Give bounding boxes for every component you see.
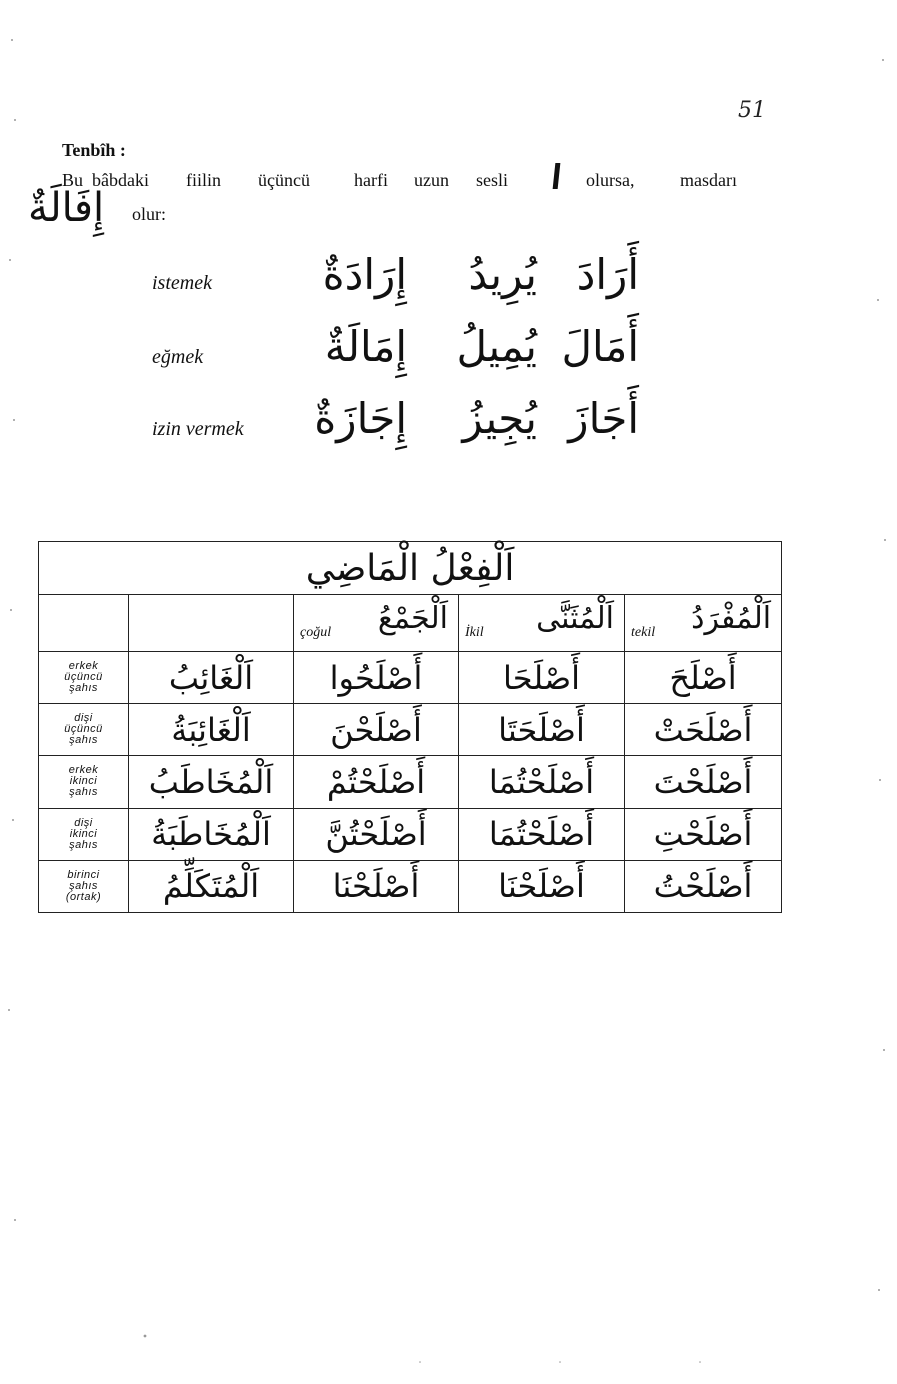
plural-cell: أَصْلَحْتُنَّ <box>294 808 459 860</box>
word: olursa, <box>586 170 635 190</box>
page-number: 51 <box>738 98 766 123</box>
person-label <box>39 808 129 860</box>
past-tense-conjugation-table <box>38 541 782 913</box>
word: bâbdaki <box>92 170 149 190</box>
header-dual-ar: اَلْمُثَنَّى <box>536 601 614 636</box>
long-alif-glyph <box>553 163 561 189</box>
person-word: şahıs <box>69 734 98 747</box>
person-word: şahıs <box>69 838 98 851</box>
singular-cell: أَصْلَحْتُ <box>625 860 782 912</box>
dual-cell: أَصْلَحْتُمَا <box>459 808 625 860</box>
header-singular-ar: اَلْمُفْرَدُ <box>691 601 772 636</box>
person-word: birinci <box>67 868 100 881</box>
example-meaning: eğmek <box>152 346 204 368</box>
table-row <box>39 652 782 704</box>
person-label <box>39 756 129 808</box>
table-row <box>39 704 782 756</box>
person-word: erkek <box>68 764 99 777</box>
note-heading: Tenbîh : <box>62 140 126 160</box>
example-present: يُمِيلُ <box>456 322 537 371</box>
person-word: üçüncü <box>64 723 103 736</box>
singular-cell: أَصْلَحْتِ <box>625 808 782 860</box>
pronoun-cell: اَلْمُخَاطَبُ <box>129 756 294 808</box>
masdar-pattern: إِفَالَةٌ <box>28 185 105 231</box>
person-label <box>39 704 129 756</box>
header-plural-tr: çoğul <box>300 625 332 640</box>
word: fiilin <box>186 170 221 190</box>
singular-cell: أَصْلَحَ <box>625 652 782 704</box>
table-row <box>39 756 782 808</box>
word: masdarı <box>680 170 737 190</box>
example-meaning: istemek <box>152 272 212 294</box>
person-word: ikinci <box>69 775 98 788</box>
pronoun-cell: اَلْمُتَكَلِّمُ <box>129 860 294 912</box>
person-word: şahıs <box>69 682 98 695</box>
person-label <box>39 860 129 912</box>
dual-cell: أَصْلَحْتُمَا <box>459 756 625 808</box>
pronoun-cell: اَلْمُخَاطَبَةُ <box>129 808 294 860</box>
example-present: يُرِيدُ <box>468 250 537 299</box>
person-word: şahıs <box>69 879 98 892</box>
person-word: üçüncü <box>64 671 103 684</box>
example-masdar: إِمَالَةٌ <box>324 322 407 371</box>
dual-cell: أَصْلَحَا <box>459 652 625 704</box>
plural-cell: أَصْلَحْتُمْ <box>294 756 459 808</box>
example-meaning: izin vermek <box>152 418 244 440</box>
singular-cell: أَصْلَحَتْ <box>625 704 782 756</box>
header-empty <box>129 595 294 652</box>
header-plural-ar: اَلْجَمْعُ <box>377 601 448 636</box>
example-present: يُجِيزُ <box>462 394 537 443</box>
table-row <box>39 808 782 860</box>
example-masdar: إِجَازَةٌ <box>314 394 407 443</box>
dual-cell: أَصْلَحَتَا <box>459 704 625 756</box>
example-past: أَرَادَ <box>576 250 639 299</box>
person-word: şahıs <box>69 786 98 799</box>
person-label <box>39 652 129 704</box>
person-word: ikinci <box>69 827 98 840</box>
person-word: dişi <box>74 816 93 829</box>
person-word: dişi <box>74 712 93 725</box>
example-masdar: إِرَادَةٌ <box>322 250 407 299</box>
example-past: أَمَالَ <box>561 322 639 371</box>
person-word: (ortak) <box>65 890 102 903</box>
plural-cell: أَصْلَحْنَا <box>294 860 459 912</box>
example-past: أَجَازَ <box>568 394 639 443</box>
word: sesli <box>476 170 509 190</box>
word: harfi <box>354 170 388 190</box>
singular-cell: أَصْلَحْتَ <box>625 756 782 808</box>
table-title: اَلْفِعْلُ الْمَاضِي <box>39 542 782 595</box>
person-word: erkek <box>68 660 99 673</box>
table-row <box>39 860 782 912</box>
header-empty <box>39 595 129 652</box>
pronoun-cell: اَلْغَائِبَةُ <box>129 704 294 756</box>
word: uzun <box>414 170 449 190</box>
plural-cell: أَصْلَحْنَ <box>294 704 459 756</box>
intro-line-2: olur: <box>132 204 166 224</box>
word: üçüncü <box>258 170 310 190</box>
word: Bu <box>62 170 84 190</box>
header-dual-tr: İkil <box>465 625 484 640</box>
header-plural <box>294 595 459 652</box>
header-dual <box>459 595 625 652</box>
header-singular-tr: tekil <box>631 625 656 640</box>
plural-cell: أَصْلَحُوا <box>294 652 459 704</box>
dual-cell: أَصْلَحْنَا <box>459 860 625 912</box>
pronoun-cell: اَلْغَائِبُ <box>129 652 294 704</box>
header-singular <box>625 595 782 652</box>
